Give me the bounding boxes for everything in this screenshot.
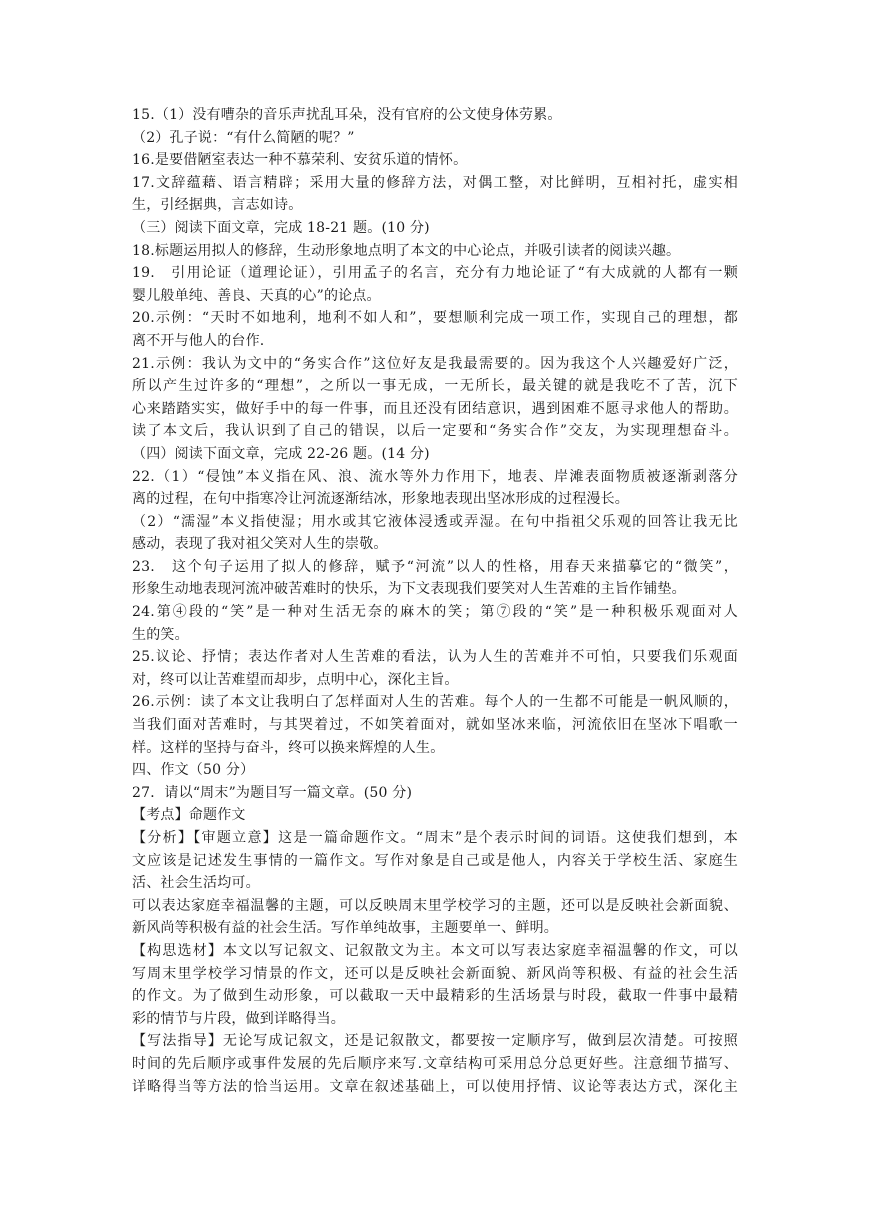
text-line: 活、社会生活均可。 — [132, 875, 260, 892]
text-line: 21.示例：我认为文中的“务实合作”这位好友是我最需要的。因为我这个人兴趣爱好广泛， — [132, 355, 738, 372]
text-line: 新风尚等积极有益的社会生活。写作单纯故事，主题要单一、鲜明。 — [132, 920, 558, 937]
text-line: 读了本文后，我认识到了自己的错误，以后一定要和“务实合作”交友，为实现理想奋斗。 — [132, 423, 738, 440]
text-line: 彩的情节与片段，做到详略得当。 — [132, 1010, 345, 1027]
text-line: 20.示例：“天时不如地利，地利不如人和”，要想顺利完成一项工作，实现自己的理想，都 — [132, 310, 738, 327]
text-line: 生，引经据典，言志如诗。 — [132, 197, 303, 214]
text-line: 生的笑。 — [132, 626, 189, 643]
text-line: 【构思选材】本文以写记叙文、记叙散文为主。本文可以写表达家庭幸福温馨的作文，可以 — [132, 942, 738, 959]
text-line: 离的过程，在句中指寒冷让河流逐渐结冰，形象地表现出坚冰形成的过程漫长。 — [132, 491, 629, 508]
text-line: 当我们面对苦难时，与其哭着过，不如笑着面对，就如坚冰来临，河流依旧在坚冰下唱歌一 — [132, 717, 738, 734]
text-line: 16.是要借陋室表达一种不慕荣利、安贫乐道的情怀。 — [132, 152, 468, 169]
text-line: 所以产生过许多的“理想”，之所以一事无成，一无所长，最关键的就是我吃不了苦，沉下 — [132, 378, 738, 395]
text-line: 感动，表现了我对祖父笑对人生的崇敬。 — [132, 536, 388, 553]
section-heading: （四）阅读下面文章，完成 22-26 题。(14 分) — [132, 445, 430, 462]
text-line: 时间的先后顺序或事件发展的先后顺序来写.文章结构可采用总分总更好些。注意细节描写、 — [132, 1055, 738, 1072]
text-line: 【写法指导】无论写成记叙文，还是记叙散文，都要按一定顺序写，做到层次清楚。可按照 — [132, 1033, 738, 1050]
text-line: 详略得当等方法的恰当运用。文章在叙述基础上，可以使用抒情、议论等表达方式，深化主 — [132, 1078, 738, 1095]
section-heading: （三）阅读下面文章，完成 18-21 题。(10 分) — [132, 219, 430, 236]
text-line: 19. 引用论证（道理论证），引用孟子的名言，充分有力地论证了“有大成就的人都有一颗 — [132, 265, 738, 282]
text-line: 26.示例：读了本文让我明白了怎样面对人生的苦难。每个人的一生都不可能是一帆风顺的， — [132, 694, 738, 711]
text-line: 18.标题运用拟人的修辞，生动形象地点明了本文的中心论点，并吸引读者的阅读兴趣。 — [132, 242, 681, 259]
document-page — [132, 104, 738, 1098]
text-line: 文应该是记述发生事情的一篇作文。写作对象是自己或是他人，内容关于学校生活、家庭生 — [132, 852, 738, 869]
section-heading: 四、作文（50 分） — [132, 762, 255, 779]
text-line: 17.文辞蕴藉、语言精辟；采用大量的修辞方法，对偶工整，对比鲜明，互相衬托，虚实相 — [132, 174, 738, 191]
text-line: 22.（1）“侵蚀”本义指在风、浪、流水等外力作用下，地表、岸滩表面物质被逐渐剥落分 — [132, 468, 738, 485]
text-line: 的作文。为了做到生动形象，可以截取一天中最精彩的生活场景与时段，截取一件事中最精 — [132, 988, 738, 1005]
text-line: 15.（1）没有嘈杂的音乐声扰乱耳朵，没有官府的公文使身体劳累。 — [132, 107, 562, 123]
text-line: 27．请以“周末”为题目写一篇文章。(50 分) — [132, 784, 413, 801]
text-line: 24.第④段的“笑”是一种对生活无奈的麻木的笑；第⑦段的“笑”是一种积极乐观面对人 — [132, 604, 738, 621]
text-line: 可以表达家庭幸福温馨的主题，可以反映周末里学校学习的主题，还可以是反映社会新面貌、 — [132, 897, 738, 914]
text-line: 23. 这个句子运用了拟人的修辞，赋予“河流”以人的性格，用春天来描摹它的“微笑”， — [132, 558, 738, 575]
text-line: 婴儿般单纯、善良、天真的心”的论点。 — [132, 287, 381, 304]
text-line: 【分析】【审题立意】这是一篇命题作文。“周末”是个表示时间的词语。这使我们想到，本 — [132, 830, 738, 846]
text-line: （2）孔子说：“有什么简陋的呢？” — [132, 129, 355, 146]
text-line: 离不开与他人的台作. — [132, 332, 265, 349]
text-line: 写周末里学校学习情景的作文，还可以是反映社会新面貌、新风尚等积极、有益的社会生活 — [132, 965, 738, 982]
text-line: 样。这样的坚持与奋斗，终可以换来辉煌的人生。 — [132, 739, 445, 756]
text-line: 形象生动地表现河流冲破苦难时的快乐，为下文表现我们要笑对人生苦难的主旨作铺垫。 — [132, 581, 686, 598]
text-line: 对，终可以让苦难望而却步，点明中心，深化主旨。 — [132, 671, 459, 688]
text-line: （2）“濡湿”本义指使湿；用水或其它液体浸透或弄湿。在句中指祖父乐观的回答让我无比 — [132, 513, 738, 530]
text-line: 25.议论、抒情；表达作者对人生苦难的看法，认为人生的苦难并不可怕，只要我们乐观面 — [132, 649, 738, 666]
text-line: 【考点】命题作文 — [132, 807, 246, 824]
text-line: 心来踏踏实实，做好手中的每一件事，而且还没有团结意识，遇到困难不愿寻求他人的帮助。 — [132, 400, 738, 417]
